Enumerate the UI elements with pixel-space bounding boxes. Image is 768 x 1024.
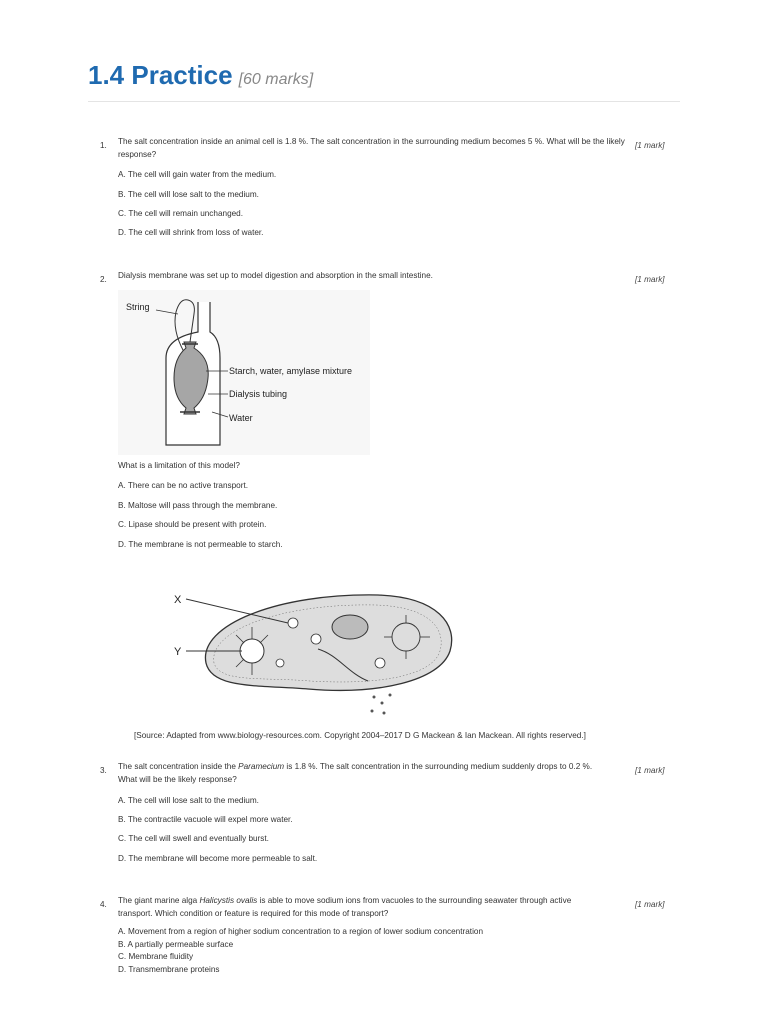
followup-question: What is a limitation of this model?	[118, 461, 240, 470]
question-number: 4.	[100, 900, 107, 909]
option-d: D. Transmembrane proteins	[118, 964, 220, 974]
label-y: Y	[174, 646, 182, 658]
species-name: Halicystis ovalis	[199, 896, 258, 905]
question-text: Dialysis membrane was set up to model digestion and absorption in the small intestine.	[118, 271, 433, 280]
option-a: A. Movement from a region of higher sodium concentration to a region of lower sodium concentration	[118, 927, 483, 936]
question-mark: [1 mark]	[635, 766, 665, 775]
question-number: 2.	[100, 275, 107, 284]
label-mixture: Starch, water, amylase mixture	[229, 366, 353, 376]
cell-body	[205, 595, 451, 690]
option-d: D. The membrane will become more permeable to salt.	[118, 854, 318, 863]
food-vacuole	[276, 659, 284, 667]
question-text	[118, 760, 628, 786]
food-vacuole	[311, 634, 321, 644]
total-marks: [60 marks]	[238, 71, 314, 88]
text-segment: transport. Which condition or feature is required for this mode of transport?	[118, 909, 389, 918]
text-segment: is 1.8 %. The salt concentration in the surrounding medium suddenly drops to 0.2 %.	[284, 762, 593, 771]
option-b: B. Maltose will pass through the membrane.	[118, 501, 278, 510]
title-text: 1.4 Practice	[88, 60, 233, 90]
option-a: A. The cell will gain water from the medium.	[118, 170, 277, 179]
label-water: Water	[229, 413, 253, 423]
text-segment: is able to move sodium ions from vacuoles to the surrounding seawater through active	[257, 896, 572, 905]
image-source: [Source: Adapted from www.biology-resources.com. Copyright 2004–2017 D G Mackean & Ian Mackean. All rights reserved.]	[134, 731, 586, 740]
option-a: A. The cell will lose salt to the medium.	[118, 796, 259, 805]
paramecium-diagram	[168, 585, 460, 720]
question-mark: [1 mark]	[635, 141, 665, 150]
text-segment: What will be the likely response?	[118, 775, 237, 784]
option-c: C. The cell will remain unchanged.	[118, 209, 243, 218]
option-a: A. There can be no active transport.	[118, 481, 249, 490]
option-b: B. A partially permeable surface	[118, 939, 234, 949]
food-vacuole	[288, 618, 298, 628]
option-d: D. The cell will shrink from loss of water.	[118, 228, 264, 237]
option-b: B. The cell will lose salt to the medium.	[118, 190, 259, 199]
question-mark: [1 mark]	[635, 275, 665, 284]
text-segment: The salt concentration inside the	[118, 762, 239, 771]
question-text: The salt concentration inside an animal cell is 1.8 %. The salt concentration in the surrounding medium becomes 5 %. What will be the likely response?	[118, 137, 625, 159]
options-list	[118, 926, 483, 976]
macronucleus	[332, 615, 368, 639]
expelled-particles	[371, 694, 392, 715]
page-title	[88, 60, 313, 91]
text-segment: The giant marine alga	[118, 896, 200, 905]
option-c: C. Membrane fluidity	[118, 952, 194, 961]
dialysis-diagram	[118, 290, 370, 455]
question-number: 1.	[100, 141, 107, 150]
label-string: String	[126, 302, 150, 312]
question-number: 3.	[100, 766, 107, 775]
divider	[88, 101, 680, 102]
species-name: Paramecium	[238, 762, 285, 771]
label-tubing: Dialysis tubing	[229, 389, 288, 399]
option-c: C. The cell will swell and eventually burst.	[118, 834, 269, 843]
option-d: D. The membrane is not permeable to starch.	[118, 540, 283, 549]
food-vacuole	[375, 658, 385, 668]
question-mark: [1 mark]	[635, 900, 665, 909]
label-x: X	[174, 594, 182, 606]
option-c: C. Lipase should be present with protein.	[118, 520, 267, 529]
question-text	[118, 894, 628, 920]
option-b: B. The contractile vacuole will expel more water.	[118, 815, 293, 824]
